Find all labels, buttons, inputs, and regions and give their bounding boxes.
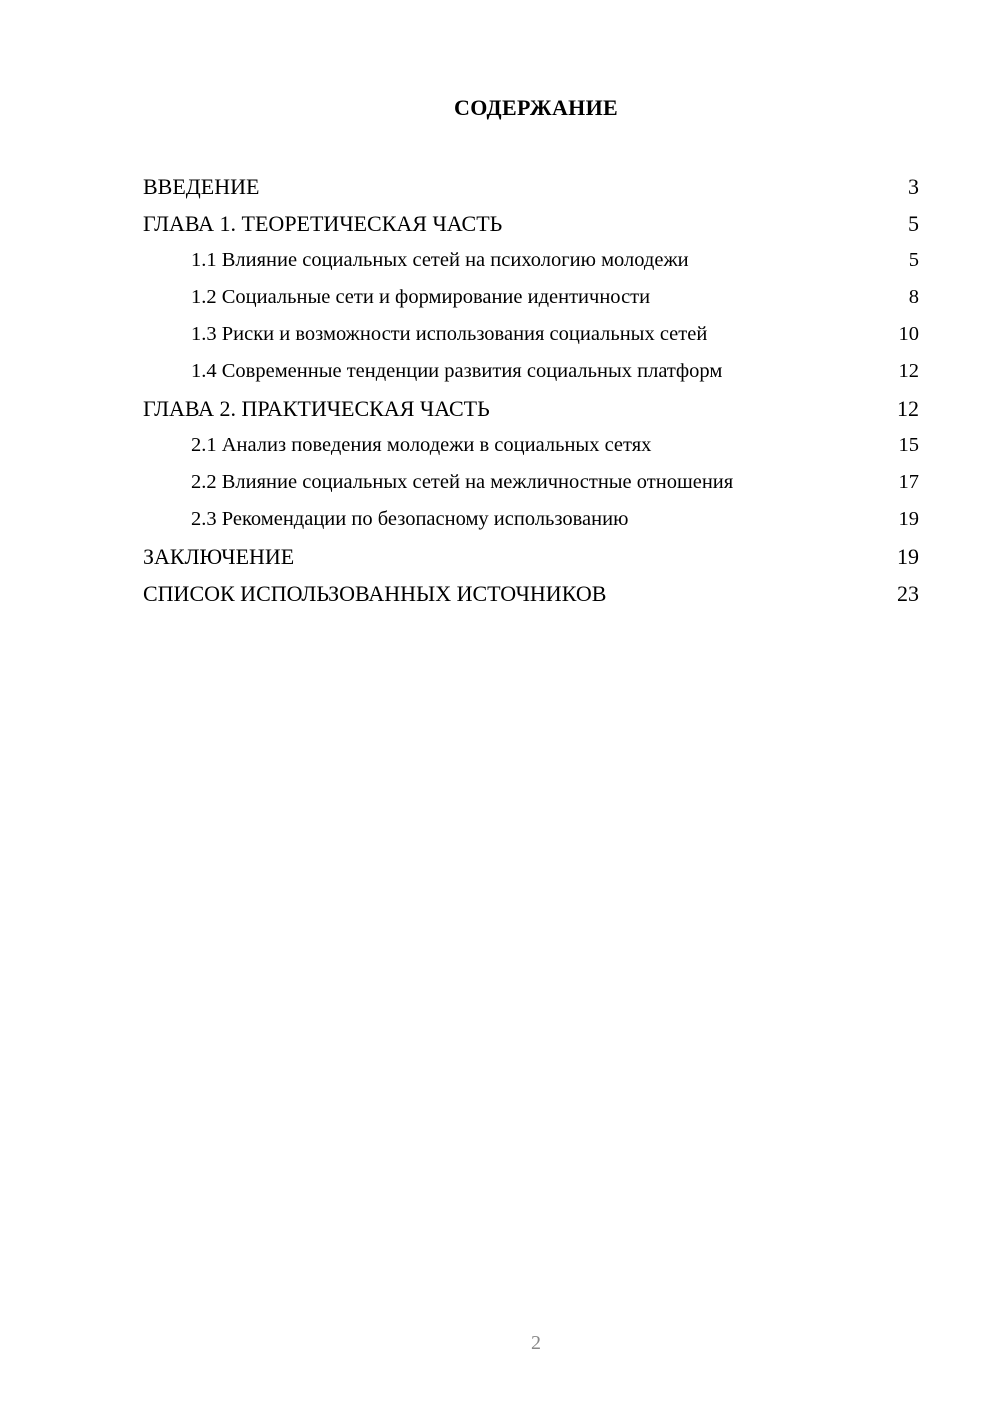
- toc-entry-section-1-2: [143, 279, 919, 316]
- toc-entry-text: 1.4 Современные тенденции развития социальных платформ: [191, 360, 723, 382]
- toc-entry-page: 12: [898, 360, 919, 382]
- toc-entry-section-2-1: [143, 427, 919, 464]
- toc-entry-introduction: [143, 168, 919, 205]
- toc-entry-page: 23: [897, 581, 919, 606]
- toc-entry-conclusion: [143, 538, 919, 575]
- toc-entry-page: 17: [898, 471, 919, 493]
- page-title: СОДЕРЖАНИЕ: [454, 95, 618, 120]
- toc-entry-chapter-1: [143, 205, 919, 242]
- toc-entry-chapter-2: [143, 390, 919, 427]
- toc-entry-text: ВВЕДЕНИЕ: [143, 174, 260, 199]
- toc-entry-page: 15: [898, 434, 919, 456]
- toc-entry-text: 1.1 Влияние социальных сетей на психологию молодежи: [191, 249, 689, 271]
- toc-entry-page: 8: [908, 286, 919, 308]
- toc-entry-text: ГЛАВА 2. ПРАКТИЧЕСКАЯ ЧАСТЬ: [143, 396, 490, 421]
- toc-entry-page: 19: [897, 544, 919, 569]
- toc-entry-references: [143, 575, 919, 612]
- toc-entry-text: 2.3 Рекомендации по безопасному использованию: [191, 508, 629, 530]
- toc-entry-section-1-3: [143, 316, 919, 353]
- toc-entry-text: ЗАКЛЮЧЕНИЕ: [143, 544, 295, 569]
- toc-entry-section-1-4: [143, 353, 919, 390]
- toc-entry-page: 5: [908, 211, 919, 236]
- toc-entry-section-2-3: [143, 501, 919, 538]
- toc-entry-text: 2.2 Влияние социальных сетей на межличностные отношения: [191, 471, 734, 493]
- toc-entry-page: 12: [897, 396, 919, 421]
- toc-entry-section-2-2: [143, 464, 919, 501]
- toc-entry-text: СПИСОК ИСПОЛЬЗОВАННЫХ ИСТОЧНИКОВ: [143, 581, 607, 606]
- toc-entry-text: 2.1 Анализ поведения молодежи в социальных сетях: [191, 434, 652, 456]
- page-number: 2: [531, 1332, 541, 1354]
- toc-entry-text: ГЛАВА 1. ТЕОРЕТИЧЕСКАЯ ЧАСТЬ: [143, 211, 503, 236]
- toc-entry-page: 19: [898, 508, 919, 530]
- toc-entry-section-1-1: [143, 242, 919, 279]
- toc-entry-text: 1.2 Социальные сети и формирование идентичности: [191, 286, 651, 308]
- toc-entry-page: 3: [908, 174, 919, 199]
- toc-entry-page: 5: [908, 249, 919, 271]
- toc-entry-page: 10: [898, 323, 919, 345]
- table-of-contents: [143, 168, 919, 612]
- toc-entry-text: 1.3 Риски и возможности использования социальных сетей: [191, 323, 708, 345]
